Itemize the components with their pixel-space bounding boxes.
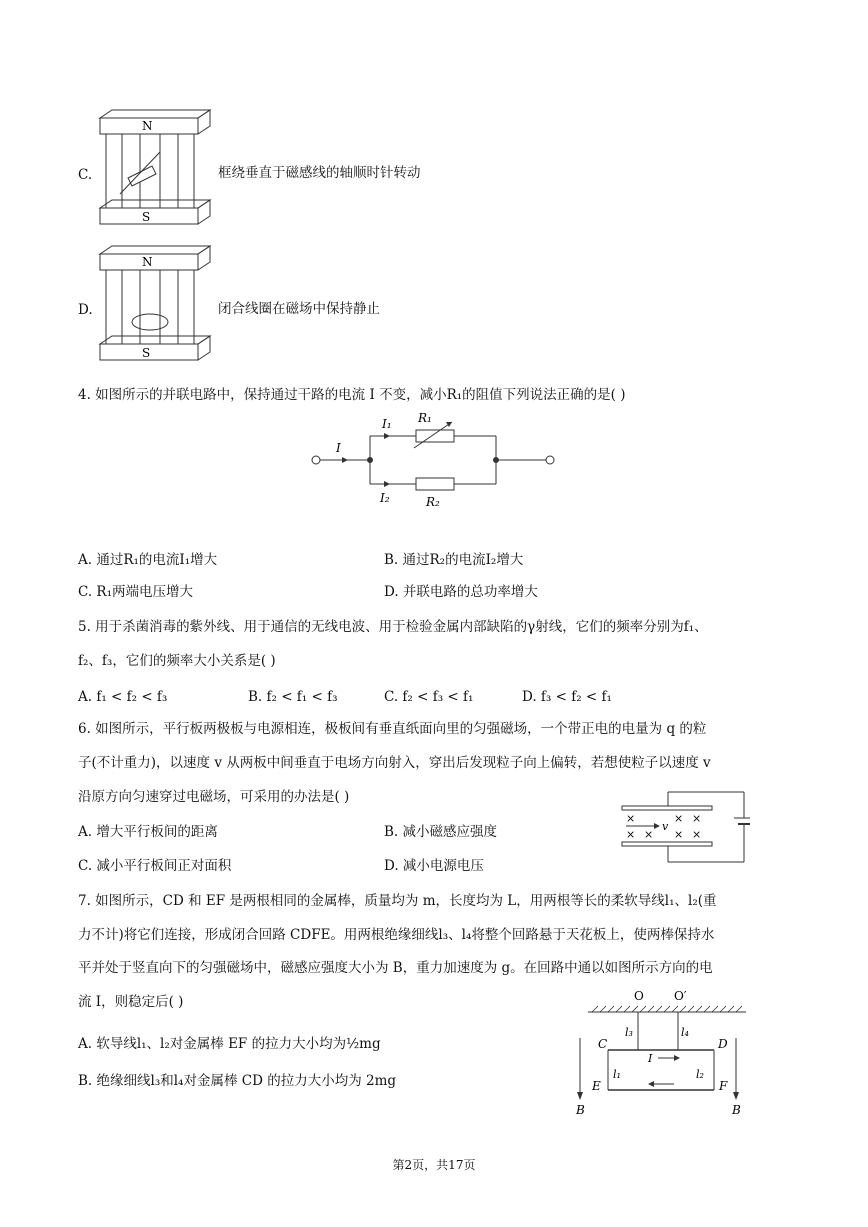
q5-option-d: D. f₃ < f₂ < f₁ — [522, 689, 612, 705]
current-i-label: I — [336, 441, 341, 455]
q5-option-c: C. f₂ < f₃ < f₁ — [384, 689, 474, 705]
q7-stem-line1: 7. 如图所示，CD 和 EF 是两根相同的金属棒，质量均为 m，长度均为 L，用两根等长的柔软导线l₁、l₂(重 — [78, 893, 717, 909]
q5-stem-line1: 5. 用于杀菌消毒的紫外线、用于通信的无线电波、用于检验金属内部缺陷的γ射线，它们的频率分别为f₁、 — [78, 619, 708, 635]
wire-l2-label: l₂ — [696, 1068, 704, 1081]
option-c-letter: C. — [78, 167, 93, 183]
svg-text:×: × — [644, 828, 654, 841]
q7-stem-line4: 流 I，则稳定后( ) — [78, 994, 184, 1010]
thread-l3-label: l₃ — [625, 1026, 633, 1039]
q4-option-d: D. 并联电路的总功率增大 — [384, 584, 538, 600]
point-d-label: D — [718, 1037, 728, 1051]
q6-option-c: C. 减小平行板间正对面积 — [78, 858, 232, 874]
current-i2-label: I₂ — [380, 491, 390, 505]
parallel-plate-figure — [618, 790, 750, 866]
q5-option-b: B. f₂ < f₁ < f₃ — [248, 689, 338, 705]
q7-option-b: B. 绝缘细线l₃和l₄对金属棒 CD 的拉力大小均为 2mg — [78, 1073, 397, 1089]
svg-text:×: × — [692, 828, 702, 841]
svg-text:×: × — [626, 812, 636, 825]
parallel-circuit-figure — [306, 408, 556, 514]
point-o-label: O — [634, 989, 644, 1003]
thread-l4-label: l₄ — [681, 1026, 689, 1039]
point-o-prime-label: O′ — [674, 989, 687, 1003]
resistor-r1-label: R₁ — [418, 411, 432, 425]
magnet-figure-c — [96, 108, 214, 234]
magnet-figure-d — [96, 244, 214, 370]
q4-option-a: A. 通过R₁的电流I₁增大 — [78, 552, 218, 568]
resistor-r2-label: R₂ — [426, 495, 440, 509]
point-e-label: E — [592, 1079, 601, 1093]
option-d-letter: D. — [78, 302, 93, 318]
north-pole-label: N — [142, 255, 153, 269]
wire-l1-label: l₁ — [613, 1068, 621, 1081]
north-pole-label: N — [142, 119, 153, 133]
q7-option-a: A. 软导线l₁、l₂对金属棒 EF 的拉力大小均为½mg — [78, 1036, 381, 1052]
field-b-right-label: B — [732, 1103, 741, 1117]
q5-option-a: A. f₁ < f₂ < f₃ — [78, 689, 168, 705]
q6-stem-line1: 6. 如图所示，平行板两极板与电源相连，极板间有垂直纸面向里的匀强磁场，一个带正电的电量为 q 的粒 — [78, 721, 707, 737]
q4-option-c: C. R₁两端电压增大 — [78, 584, 194, 600]
field-b-left-label: B — [576, 1103, 585, 1117]
svg-text:×: × — [626, 828, 636, 841]
option-c-text: 框绕垂直于磁感线的轴顺时针转动 — [218, 165, 421, 181]
svg-text:×: × — [674, 828, 684, 841]
q6-stem-line2: 子(不计重力)，以速度 v 从两板中间垂直于电场方向射入，穿出后发现粒子向上偏转，若想使粒子以速度 v — [78, 755, 711, 771]
current-i1-label: I₁ — [382, 417, 392, 431]
point-c-label: C — [598, 1037, 608, 1051]
q7-stem-line2: 力不计)将它们连接，形成闭合回路 CDFE。用两根绝缘细线l₃、l₄将整个回路悬于天花板上，使两棒保持水 — [78, 927, 715, 943]
q6-stem-line3: 沿原方向匀速穿过电磁场，可采用的办法是( ) — [78, 789, 350, 805]
velocity-v-label: v — [662, 820, 669, 833]
q7-stem-line3: 平并处于竖直向下的匀强磁场中，磁感应强度大小为 B，重力加速度为 g。在回路中通以如图所示方向的电 — [78, 960, 713, 976]
current-i-label: I — [648, 1052, 653, 1065]
q5-stem-line2: f₂、f₃，它们的频率大小关系是( ) — [78, 653, 276, 669]
q6-option-d: D. 减小电源电压 — [384, 858, 484, 874]
suspended-loop-figure — [568, 986, 752, 1118]
south-pole-label: S — [142, 210, 151, 224]
point-f-label: F — [719, 1079, 728, 1093]
q4-option-b: B. 通过R₂的电流I₂增大 — [384, 552, 524, 568]
south-pole-label: S — [142, 346, 151, 360]
q6-option-a: A. 增大平行板间的距离 — [78, 824, 218, 840]
q4-stem: 4. 如图所示的并联电路中，保持通过干路的电流 I 不变，减小R₁的阻值下列说法正确的是( ) — [78, 387, 626, 403]
option-d-text: 闭合线圈在磁场中保持静止 — [218, 301, 380, 317]
svg-text:×: × — [674, 812, 684, 825]
svg-text:×: × — [692, 812, 702, 825]
q6-option-b: B. 减小磁感应强度 — [384, 824, 498, 840]
page-footer: 第2页，共17页 — [392, 1158, 476, 1172]
